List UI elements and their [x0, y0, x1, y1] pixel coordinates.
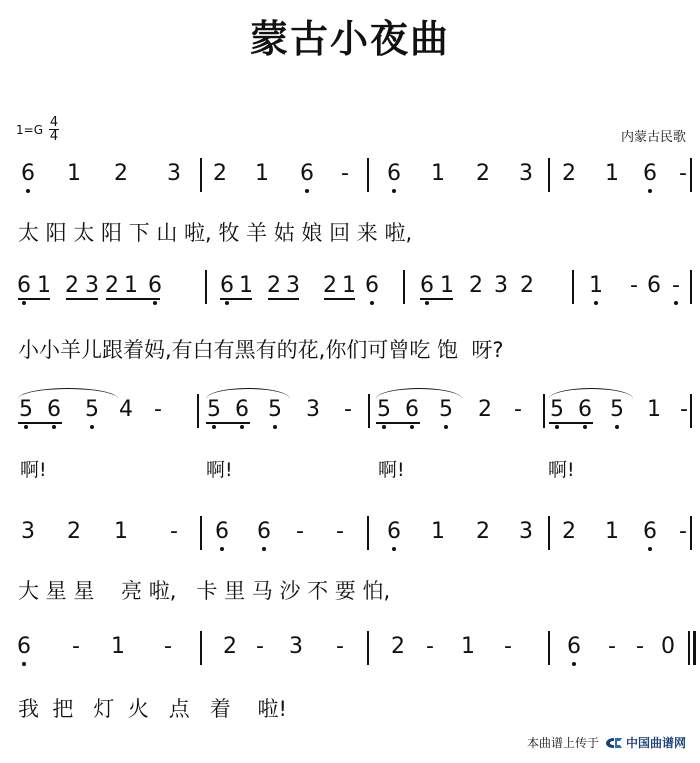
beam-underline: [18, 422, 62, 424]
note: 5: [268, 397, 282, 422]
note: 5: [550, 397, 564, 422]
note: 2: [469, 273, 483, 298]
note: -: [344, 397, 352, 422]
note: -: [341, 161, 349, 186]
note: -: [170, 519, 178, 544]
octave-dot-below: [425, 301, 429, 305]
note: 6: [21, 161, 35, 186]
lyric-text: 啊!: [206, 459, 233, 481]
note: 4: [119, 397, 133, 422]
bar-line: [688, 631, 690, 665]
time-denominator: 4: [49, 129, 59, 144]
note: 2: [562, 161, 576, 186]
note: 6: [647, 273, 661, 298]
octave-dot-below: [648, 189, 652, 193]
note: 6: [567, 634, 581, 659]
note: 1: [647, 397, 661, 422]
note: 1: [114, 519, 128, 544]
key-label: 1=G: [16, 122, 43, 137]
octave-dot-below: [583, 425, 587, 429]
final-bar-line: [693, 631, 696, 665]
note: 1: [67, 161, 81, 186]
octave-dot-below: [382, 425, 386, 429]
note: 1: [255, 161, 269, 186]
note: 1: [605, 161, 619, 186]
note: 1: [342, 273, 356, 298]
note: 2: [65, 273, 79, 298]
note: 6: [257, 519, 271, 544]
note: -: [504, 634, 512, 659]
lyric-text: 啊!: [20, 459, 47, 481]
note: 2: [267, 273, 281, 298]
note: -: [514, 397, 522, 422]
note: 2: [114, 161, 128, 186]
note: -: [154, 397, 162, 422]
note: -: [630, 273, 638, 298]
song-source: 内蒙古民歌: [620, 130, 686, 145]
bar-line: [368, 394, 370, 428]
note: 3: [21, 519, 35, 544]
beam-underline: [220, 298, 252, 300]
note: 6: [578, 397, 592, 422]
note: -: [680, 397, 688, 422]
note: 3: [519, 519, 533, 544]
lyric-line: 小小羊儿跟着妈,有白有黑有的花,你们可曾吃 饱 呀?: [18, 338, 504, 362]
note: 1: [111, 634, 125, 659]
note: 1: [440, 273, 454, 298]
note: 6: [148, 273, 162, 298]
key-signature: [16, 116, 59, 143]
beam-underline: [376, 422, 420, 424]
note: 2: [478, 397, 492, 422]
note: -: [72, 634, 80, 659]
note: -: [426, 634, 434, 659]
note: 2: [223, 634, 237, 659]
note: 3: [286, 273, 300, 298]
note: 3: [494, 273, 508, 298]
note: 5: [610, 397, 624, 422]
beam-underline: [18, 298, 50, 300]
octave-dot-below: [52, 425, 56, 429]
site-logo: [605, 734, 686, 751]
lyric-text: 啊!: [378, 459, 405, 481]
octave-dot-below: [555, 425, 559, 429]
octave-dot-below: [674, 301, 678, 305]
octave-dot-below: [410, 425, 414, 429]
bar-line: [548, 158, 550, 192]
octave-dot-below: [594, 301, 598, 305]
note: 5: [19, 397, 33, 422]
note: -: [164, 634, 172, 659]
note: -: [336, 634, 344, 659]
bar-line: [690, 270, 692, 304]
octave-dot-below: [370, 301, 374, 305]
note: -: [672, 273, 680, 298]
note: 1: [605, 519, 619, 544]
note: 3: [85, 273, 99, 298]
octave-dot-below: [392, 189, 396, 193]
octave-dot-below: [392, 547, 396, 551]
note: 6: [220, 273, 234, 298]
note: 2: [213, 161, 227, 186]
note: 3: [306, 397, 320, 422]
bar-line: [200, 516, 202, 550]
octave-dot-below: [572, 662, 576, 666]
bar-line: [690, 158, 692, 192]
note: 1: [431, 519, 445, 544]
beam-underline: [106, 298, 160, 300]
upload-text: 本曲谱上传于: [526, 736, 599, 750]
bar-line: [403, 270, 405, 304]
slur: [206, 388, 290, 399]
note: 2: [476, 161, 490, 186]
note: 1: [589, 273, 603, 298]
bar-line: [548, 516, 550, 550]
note: 5: [377, 397, 391, 422]
octave-dot-below: [225, 301, 229, 305]
note: 6: [387, 161, 401, 186]
octave-dot-below: [305, 189, 309, 193]
bar-line: [367, 631, 369, 665]
note: 6: [47, 397, 61, 422]
bar-line: [690, 394, 692, 428]
note: 6: [643, 519, 657, 544]
note: 1: [431, 161, 445, 186]
note: -: [608, 634, 616, 659]
note: 2: [391, 634, 405, 659]
time-signature: [49, 116, 59, 143]
note: 5: [85, 397, 99, 422]
octave-dot-below: [444, 425, 448, 429]
octave-dot-below: [240, 425, 244, 429]
note: 2: [323, 273, 337, 298]
note: 6: [235, 397, 249, 422]
octave-dot-below: [22, 662, 26, 666]
octave-dot-below: [22, 301, 26, 305]
slur: [549, 388, 633, 399]
note: 6: [420, 273, 434, 298]
note: 1: [461, 634, 475, 659]
bar-line: [572, 270, 574, 304]
note: 6: [405, 397, 419, 422]
bar-line: [367, 516, 369, 550]
bar-line: [690, 516, 692, 550]
note: -: [679, 519, 687, 544]
octave-dot-below: [26, 189, 30, 193]
beam-underline: [206, 422, 250, 424]
octave-dot-below: [220, 547, 224, 551]
lyric-line: 太 阳 太 阳 下 山 啦, 牧 羊 姑 娘 回 来 啦,: [18, 221, 413, 245]
note: 2: [562, 519, 576, 544]
slur: [376, 388, 462, 399]
bar-line: [205, 270, 207, 304]
note: -: [296, 519, 304, 544]
bar-line: [197, 394, 199, 428]
note: -: [336, 519, 344, 544]
note: 6: [17, 273, 31, 298]
beam-underline: [268, 298, 299, 300]
note: -: [636, 634, 644, 659]
octave-dot-below: [90, 425, 94, 429]
octave-dot-below: [648, 547, 652, 551]
page-title: 蒙古小夜曲: [249, 16, 450, 61]
octave-dot-below: [24, 425, 28, 429]
note: 1: [239, 273, 253, 298]
note: 2: [67, 519, 81, 544]
note: 2: [105, 273, 119, 298]
octave-dot-below: [615, 425, 619, 429]
note: 1: [37, 273, 51, 298]
note: 6: [17, 634, 31, 659]
note: 3: [167, 161, 181, 186]
note: 3: [289, 634, 303, 659]
note: 6: [300, 161, 314, 186]
note: 2: [520, 273, 534, 298]
note: 6: [365, 273, 379, 298]
footer: [527, 734, 686, 751]
note: 1: [124, 273, 138, 298]
site-name: 中国曲谱网: [625, 736, 686, 750]
bar-line: [543, 394, 545, 428]
note: -: [679, 161, 687, 186]
lyric-text: 啊!: [548, 459, 575, 481]
octave-dot-below: [262, 547, 266, 551]
octave-dot-below: [212, 425, 216, 429]
lyric-line: 大 星 星 亮 啦, 卡 里 马 沙 不 要 怕,: [18, 579, 391, 603]
site-logo-icon: [605, 737, 623, 749]
bar-line: [200, 158, 202, 192]
beam-underline: [66, 298, 98, 300]
octave-dot-below: [273, 425, 277, 429]
time-numerator: 4: [49, 115, 59, 130]
beam-underline: [324, 298, 355, 300]
bar-line: [367, 158, 369, 192]
note: -: [256, 634, 264, 659]
note: 2: [476, 519, 490, 544]
note: 3: [519, 161, 533, 186]
note: 5: [439, 397, 453, 422]
note: 6: [643, 161, 657, 186]
note: 0: [661, 634, 675, 659]
bar-line: [548, 631, 550, 665]
slur: [18, 388, 118, 399]
note: 5: [207, 397, 221, 422]
bar-line: [200, 631, 202, 665]
lyric-line: 我 把 灯 火 点 着 啦!: [18, 697, 287, 721]
beam-underline: [420, 298, 453, 300]
note: 6: [215, 519, 229, 544]
note: 6: [387, 519, 401, 544]
octave-dot-below: [153, 301, 157, 305]
beam-underline: [549, 422, 593, 424]
